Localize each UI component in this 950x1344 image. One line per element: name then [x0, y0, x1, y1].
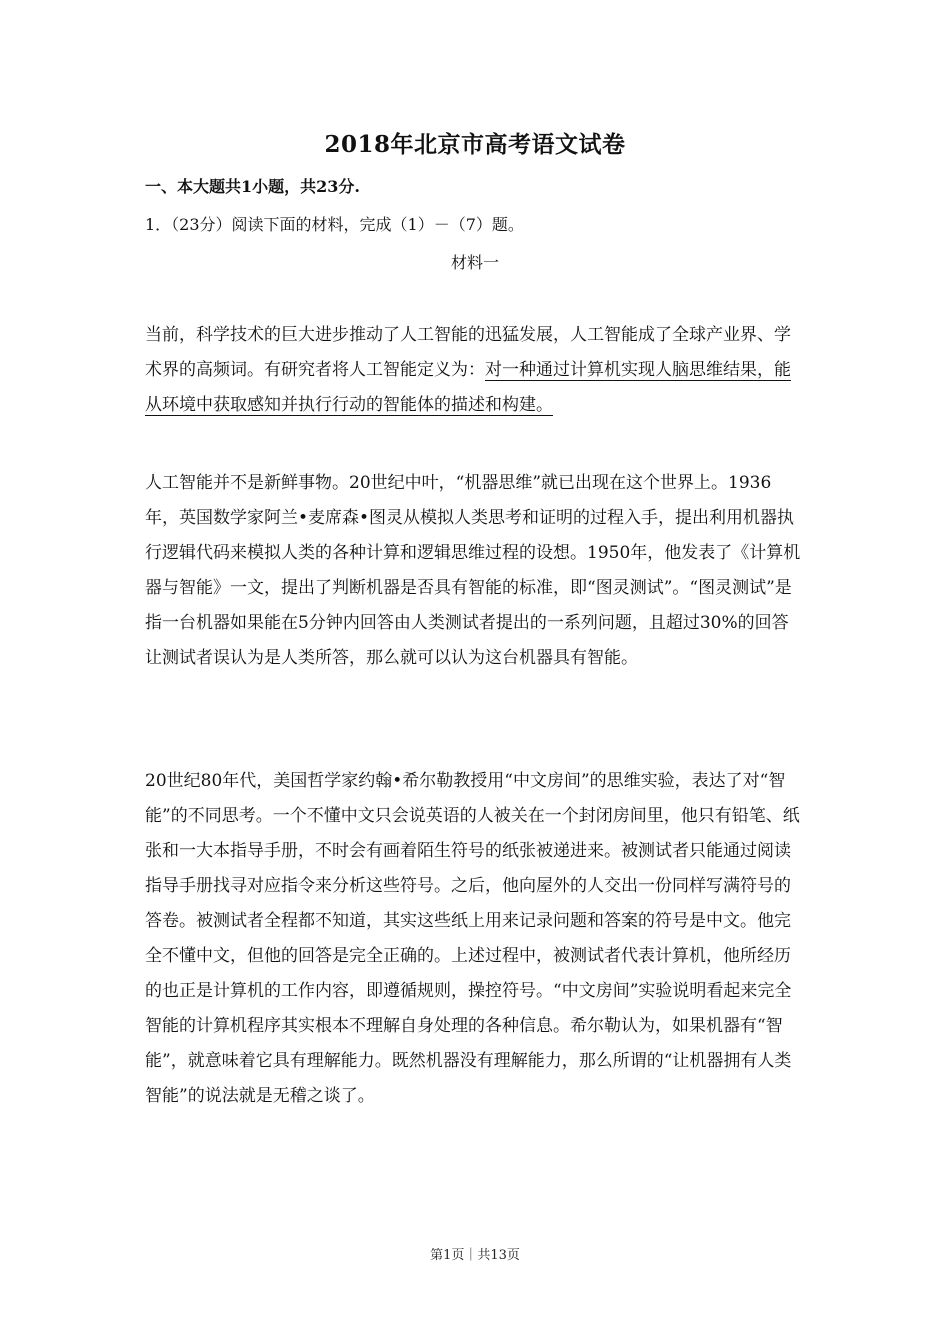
material-title: 材料一: [450, 253, 499, 272]
question-line: 1．（23分）阅读下面的材料，完成（1）－（7）题。: [145, 215, 524, 234]
page-footer: 第1页｜共13页: [430, 1248, 520, 1263]
paragraph-1-text: 当前，科学技术的巨大进步推动了人工智能的迅猛发展，人工智能成了全球产业界、学术界的高频词。有研究者将人工智能定义为：: [145, 325, 791, 380]
section-heading: 一、本大题共1小题，共23分.: [145, 177, 360, 196]
paragraph-2: 人工智能并不是新鲜事物。20世纪中叶，“机器思维”就已出现在这个世界上。1936年，英国数学家阿兰•麦席森•图灵从模拟人类思考和证明的过程入手，提出利用机器执行逻辑代码来模拟人类的各种计算和逻辑思维过程的设想。1950年，他发表了《计算机器与智能》一文，提出了判断机器是否具有智能的标准，即“图灵测试”。“图灵测试”是指一台机器如果能在5分钟内回答由人类测试者提出的一系列问题，且超过30%的回答让测试者误认为是人类所答，那么就可以认为这台机器具有智能。: [145, 473, 801, 668]
paragraph-1: [145, 318, 805, 423]
paragraph-3: 20世纪80年代，美国哲学家约翰•希尔勒教授用“中文房间”的思维实验，表达了对“智能”的不同思考。一个不懂中文只会说英语的人被关在一个封闭房间里，他只有铅笔、纸张和一大本指导手册，不时会有画着陌生符号的纸张被递进来。被测试者只能通过阅读指导手册找寻对应指令来分析这些符号。之后，他向屋外的人交出一份同样写满符号的答卷。被测试者全程都不知道，其实这些纸上用来记录问题和答案的符号是中文。他完全不懂中文，但他的回答是完全正确的。上述过程中，被测试者代表计算机，他所经历的也正是计算机的工作内容，即遵循规则，操控符号。“中文房间”实验说明看起来完全智能的计算机程序其实根本不理解自身处理的各种信息。希尔勒认为，如果机器有“智能”，就意味着它具有理解能力。既然机器没有理解能力，那么所谓的“让机器拥有人类智能”的说法就是无稽之谈了。: [145, 771, 800, 1106]
paragraph-1-underlined-definition: 对一种通过计算机实现人脑思维结果，能从环境中获取感知并执行行动的智能体的描述和构建。: [145, 360, 791, 415]
page-title: 2018年北京市高考语文试卷: [324, 131, 626, 158]
